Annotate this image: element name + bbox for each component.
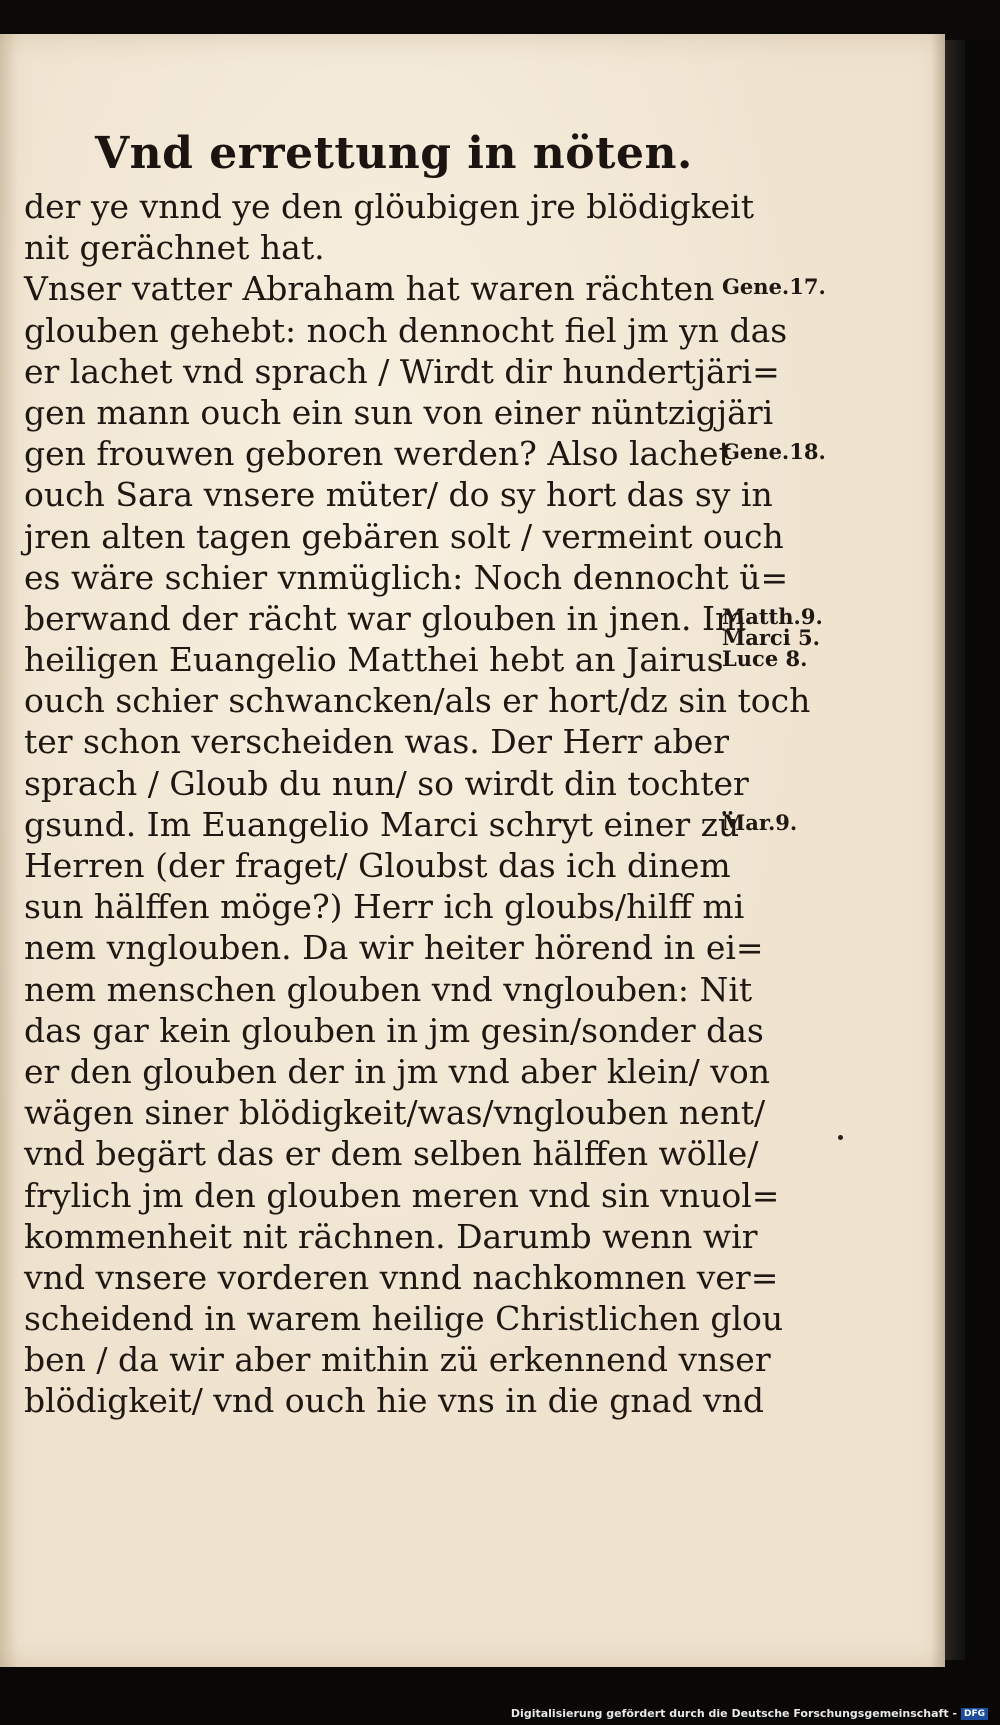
text-line: ouch Sara vnsere müter/ do sy hort das sy in <box>24 475 773 515</box>
text-line: jren alten tagen gebären solt / vermeint ouch <box>24 516 784 556</box>
text-line: das gar kein glouben in jm gesin/sonder das <box>24 1010 764 1050</box>
text-line: kommenheit nit rächnen. Darumb wenn wir <box>24 1216 758 1256</box>
text-line: nem vnglouben. Da wir heiter hörend in ei= <box>24 928 764 968</box>
text-line: sun hälffen möge?) Herr ich gloubs/hilff mi <box>24 887 745 927</box>
text-line: glouben gehebt: noch dennocht fiel jm yn das <box>24 310 788 350</box>
text-line: gen frouwen geboren werden? Also lachet <box>24 434 732 474</box>
text-line: nit gerächnet hat. <box>24 228 325 268</box>
text-line: sprach / Gloub du nun/ so wirdt din tochter <box>24 763 749 803</box>
margin-reference-line: Marci 5. <box>722 625 820 650</box>
margin-reference-line: Gene.17. <box>722 274 826 300</box>
text-line: der ye vnnd ye den glöubigen jre blödigkeit <box>24 187 754 226</box>
running-heading: Vnd errettung in nöten. <box>95 128 693 179</box>
text-line: gen mann ouch ein sun von einer nüntzigjäri <box>24 392 774 432</box>
text-line: vnd vnsere vorderen vnnd nachkomnen ver= <box>24 1257 779 1297</box>
text-line: heiligen Euangelio Matthei hebt an Jairus <box>24 640 724 680</box>
digitization-credit <box>511 1707 988 1720</box>
text-line: blödigkeit/ vnd ouch hie vns in die gnad vnd <box>24 1381 764 1421</box>
text-line: wägen siner blödigkeit/was/vnglouben nent/ <box>24 1093 766 1133</box>
text-line: er den glouben der in jm vnd aber klein/ von <box>24 1051 770 1091</box>
text-line: nem menschen glouben vnd vnglouben: Nit <box>24 969 753 1009</box>
text-line: vnd begärt das er dem selben hälffen wölle/ <box>24 1134 759 1174</box>
text-line: ter schon verscheiden was. Der Herr aber <box>24 722 729 762</box>
dfg-logo: DFG <box>961 1708 988 1720</box>
margin-reference-line: Matth.9. <box>722 604 823 629</box>
text-line: er lachet vnd sprach / Wirdt dir hundertjäri= <box>24 351 780 391</box>
margin-reference-line: Luce 8. <box>722 646 808 671</box>
text-line: ouch schier schwancken/als er hort/dz sin toch <box>24 681 811 721</box>
text-line: gsund. Im Euangelio Marci schryt einer zü <box>24 804 740 844</box>
text-line: berwand der rächt war glouben in jnen. Im <box>24 598 747 638</box>
margin-reference <box>722 274 826 300</box>
text-line: es wäre schier vnmüglich: Noch dennocht ü= <box>24 557 789 597</box>
ink-speck <box>838 1135 843 1140</box>
margin-reference-line: Mar.9. <box>722 810 798 835</box>
credit-text: Digitalisierung gefördert durch die Deutsche Forschungsgemeinschaft - <box>510 1707 957 1720</box>
margin-reference-line: Gene.18. <box>722 439 826 465</box>
text-line: frylich jm den glouben meren vnd sin vnuol= <box>24 1175 780 1215</box>
text-line: scheidend in warem heilige Christlichen glou <box>24 1299 784 1339</box>
text-line: Herren (der fraget/ Gloubst das ich dinem <box>24 846 731 885</box>
margin-reference <box>722 439 826 465</box>
page-edge <box>945 40 965 1660</box>
text-line: ben / da wir aber mithin zü erkennend vnser <box>24 1340 771 1380</box>
margin-reference <box>722 606 823 669</box>
text-line: Vnser vatter Abraham hat waren rächten <box>24 269 715 309</box>
margin-reference <box>722 812 797 833</box>
